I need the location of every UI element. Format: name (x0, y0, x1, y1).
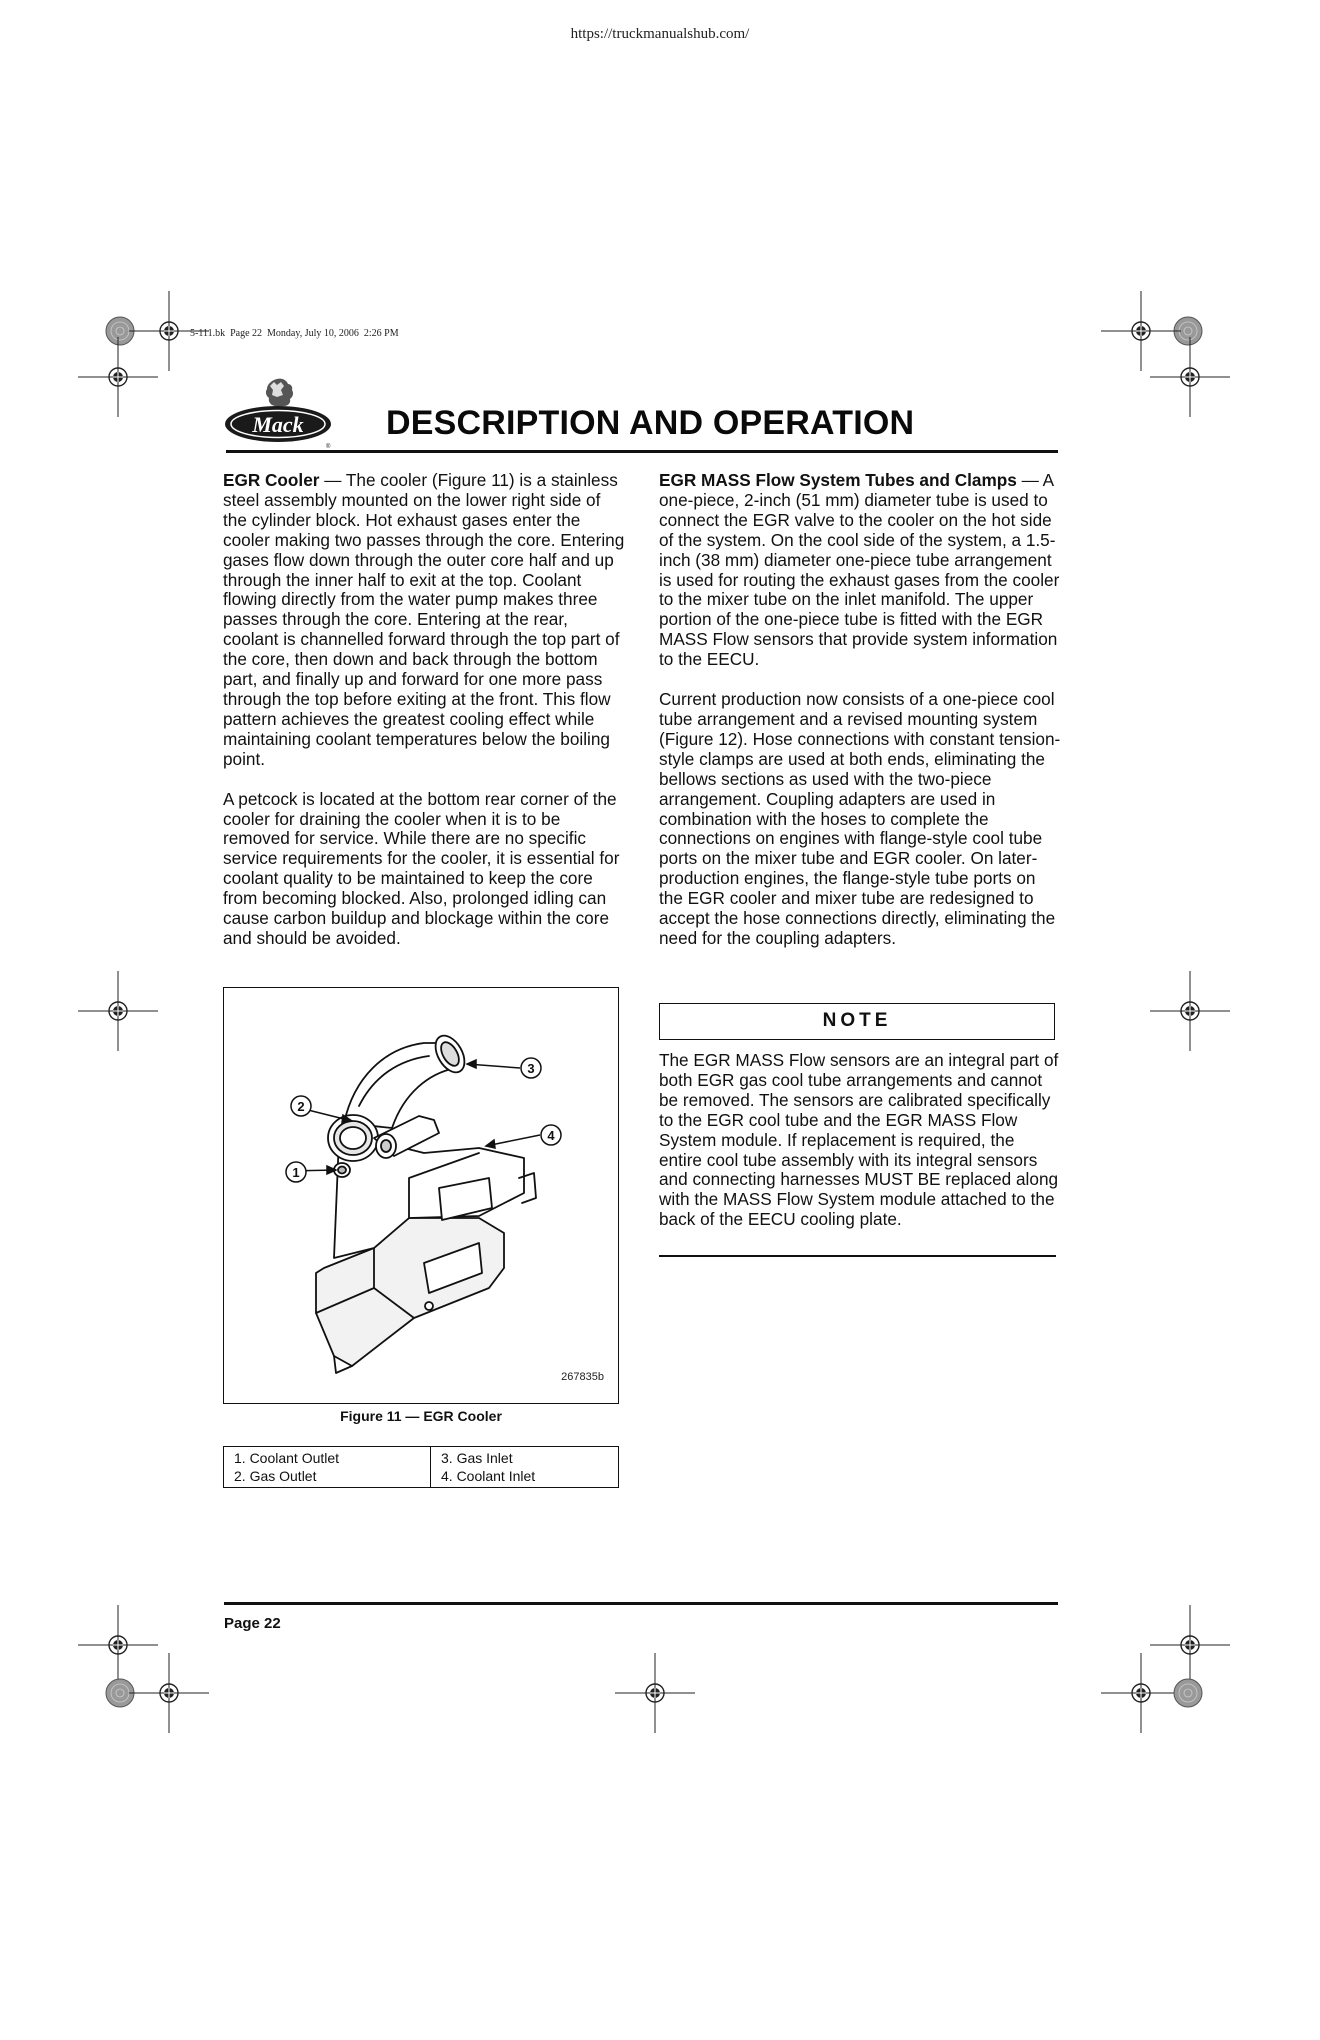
figure-legend-table (223, 1446, 619, 1488)
egr-cooler-paragraph (223, 471, 628, 770)
legend-column-1 (224, 1447, 431, 1487)
book-file-line: 5-111.bk Page 22 Monday, July 10, 2006 2:26 PM (190, 328, 399, 339)
current-production-paragraph: Current production now consists of a one-piece cool tube arrangement and a revised mounting system (Figure 12). Hose connections with constant tension-style clamps are used at both ends, eliminating the bellows sections as used with the two-piece arrangement. Coupling adapters are used in combination with the hoses to complete the connections on engines with flange-style cool tube ports on the mixer tube and EGR cooler. On later-production engines, the flange-style tube ports on the EGR cooler and mixer tube are redesigned to accept the hose connections directly, eliminating the need for the coupling adapters. (659, 689, 1061, 948)
mack-logo (222, 376, 334, 450)
tubes-clamps-body: — A one-piece, 2-inch (51 mm) diameter tube is used to connect the EGR valve to the cooler on the hot side of the system. On the cool side of the system, a 1.5-inch (38 mm) diameter one-piece tube arrangement is used for routing the exhaust gases from the cooler to the mixer tube on the inlet manifold. The upper portion of the one-piece tube is fitted with the EGR MASS Flow sensors that provide system information to the EECU. (659, 470, 1060, 670)
legend-item: 3. Gas Inlet (441, 1450, 513, 1466)
legend-column-2 (431, 1447, 535, 1487)
callout-4-label: 4 (547, 1128, 555, 1143)
page-number: Page 22 (224, 1615, 281, 1632)
petcock-paragraph: A petcock is located at the bottom rear corner of the cooler for draining the cooler when it is to be removed for service. While there are no specific service requirements for the cooler, it is essential for coolant quality to be maintained to keep the core from becoming blocked. Also, prolonged idling can cause carbon buildup and blockage within the core and should be avoided. (223, 788, 620, 948)
egr-cooler-body: — The cooler (Figure 11) is a stainless steel assembly mounted on the lower right side of the cylinder block. Hot exhaust gases enter the cooler making two passes through the core. Entering gases flow down through the outer core half and up through the inner half to exit at the top. Coolant flowing directly from the water pump makes three passes through the core. Entering at the rear, coolant is channelled forward through the top part of the core, then down and back through the bottom part, and finally up and forward for one more pass through the top before exiting at the front. This flow pattern achieves the greatest cooling effect while maintaining coolant temperatures below the boiling point. (223, 470, 625, 769)
page-title: DESCRIPTION AND OPERATION (386, 404, 915, 442)
legend-item: 2. Gas Outlet (234, 1468, 317, 1484)
right-column (659, 471, 1061, 969)
egr-cooler-illustration (224, 988, 617, 1402)
logo-text: Mack (252, 412, 304, 437)
callout-1-label: 1 (292, 1165, 300, 1180)
source-url: https://truckmanualshub.com/ (570, 26, 750, 42)
figure-code: 267835b (561, 1371, 604, 1383)
header-rule (226, 450, 1058, 453)
legend-item: 1. Coolant Outlet (234, 1450, 340, 1466)
legend-item: 4. Coolant Inlet (441, 1468, 536, 1484)
left-column (223, 471, 628, 969)
note-text: The EGR MASS Flow sensors are an integral part of both EGR gas cool tube arrangements and cannot be removed. The sensors are calibrated specifically to the EGR cool tube and the EGR MASS Flow System module. If replacement is required, the entire cool tube assembly with its integral sensors and connecting harnesses MUST BE replaced along with the MASS Flow System module attached to the back of the EECU cooling plate. (659, 1050, 1059, 1230)
tubes-clamps-paragraph (659, 471, 1061, 670)
note-rule (659, 1255, 1056, 1257)
callout-2-label: 2 (297, 1099, 305, 1114)
callout-3-label: 3 (527, 1061, 535, 1076)
tubes-clamps-heading: EGR MASS Flow System Tubes and Clamps (659, 470, 1017, 490)
note-label: NOTE (659, 1003, 1055, 1040)
figure-caption: Figure 11 — EGR Cooler (340, 1408, 502, 1424)
footer-rule (224, 1602, 1058, 1605)
svg-text:®: ® (326, 444, 331, 450)
egr-cooler-heading: EGR Cooler (223, 470, 320, 490)
figure-frame (223, 987, 619, 1404)
